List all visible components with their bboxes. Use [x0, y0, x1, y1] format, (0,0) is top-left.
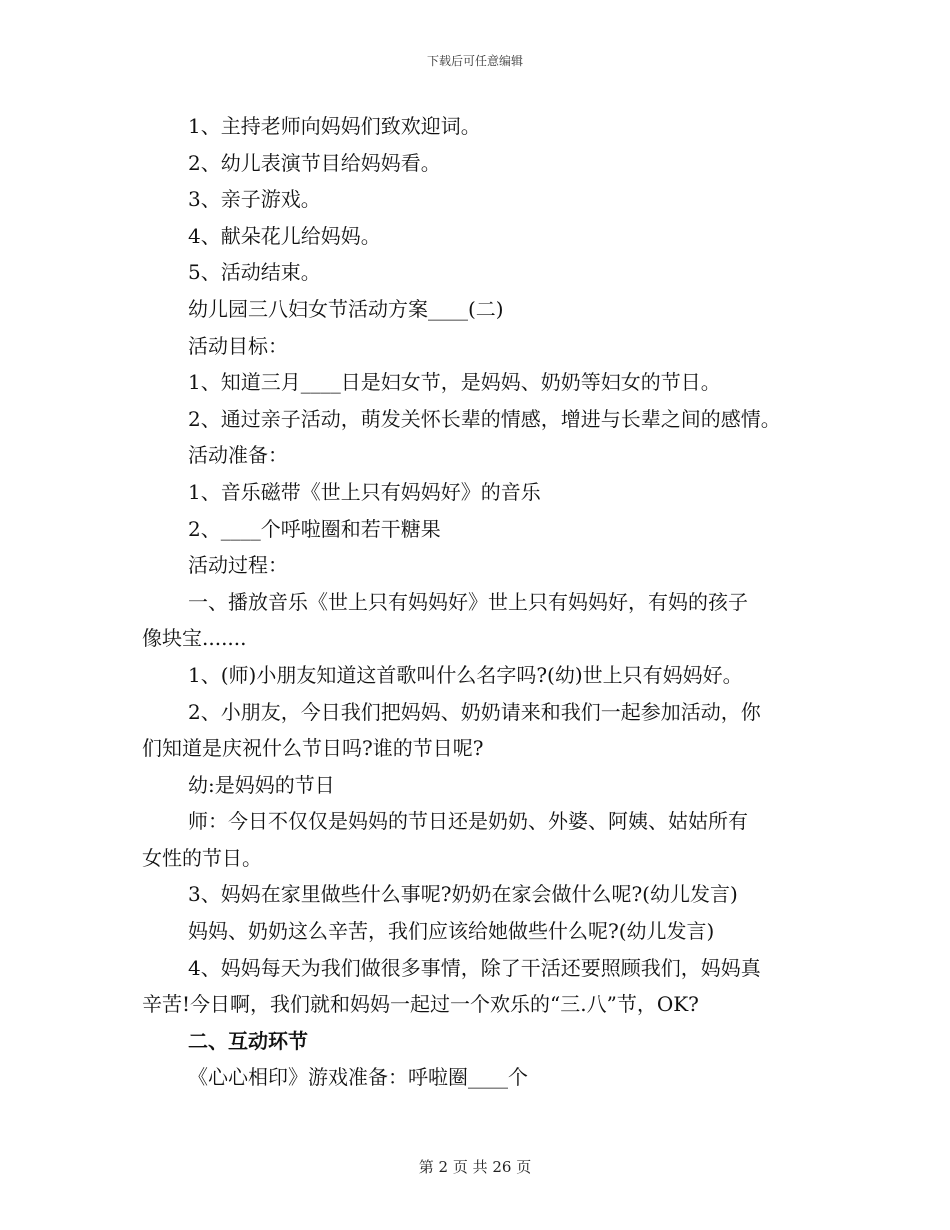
paragraph-line: 一、播放音乐《世上只有妈妈好》世上只有妈妈好，有妈的孩子 [188, 589, 748, 614]
paragraph-line: 像块宝....... [142, 626, 247, 651]
paragraph-line: 女性的节日。 [142, 845, 262, 870]
paragraph-line: 4、妈妈每天为我们做很多事情，除了干活还要照顾我们，妈妈真 [188, 955, 761, 980]
section-heading: 活动过程： [188, 553, 288, 578]
section-heading: 二、互动环节 [188, 1028, 308, 1053]
paragraph-line: 5、活动结束。 [188, 260, 321, 285]
page-footer: 第 2 页 共 26 页 [418, 1158, 532, 1176]
page-header: 下载后可任意编辑 [426, 54, 523, 68]
paragraph-line: 1、音乐磁带《世上只有妈妈好》的音乐 [188, 479, 541, 504]
paragraph-line: 妈妈、奶奶这么辛苦，我们应该给她做些什么呢?(幼儿发言) [188, 919, 715, 944]
paragraph-line: 们知道是庆祝什么节日吗?谁的节日呢? [142, 736, 484, 761]
paragraph-line: 2、通过亲子活动，萌发关怀长辈的情感，增进与长辈之间的感情。 [188, 406, 781, 431]
paragraph-line: 师：今日不仅仅是妈妈的节日还是奶奶、外婆、阿姨、姑姑所有 [188, 809, 748, 834]
section-title: 幼儿园三八妇女节活动方案____(二) [188, 296, 504, 321]
paragraph-line: 2、小朋友，今日我们把妈妈、奶奶请来和我们一起参加活动，你 [188, 699, 761, 724]
paragraph-line: 2、幼儿表演节目给妈妈看。 [188, 150, 441, 175]
paragraph-line: 3、亲子游戏。 [188, 187, 321, 212]
section-heading: 活动准备： [188, 443, 288, 468]
paragraph-line: 1、主持老师向妈妈们致欢迎词。 [188, 114, 481, 138]
paragraph-line: 2、____个呼啦圈和若干糖果 [188, 516, 441, 541]
document-body [142, 108, 822, 1096]
paragraph-line: 4、献朵花儿给妈妈。 [188, 223, 381, 248]
paragraph-line: 辛苦!今日啊，我们就和妈妈一起过一个欢乐的“三.八”节，OK? [142, 992, 699, 1017]
paragraph-line: 3、妈妈在家里做些什么事呢?奶奶在家会做什么呢?(幼儿发言) [188, 882, 738, 907]
paragraph-line: 1、知道三月____日是妇女节，是妈妈、奶奶等妇女的节日。 [188, 370, 721, 395]
paragraph-line: 幼:是妈妈的节日 [188, 772, 335, 797]
paragraph-line: 1、(师)小朋友知道这首歌叫什么名字吗?(幼)世上只有妈妈好。 [188, 662, 743, 687]
paragraph-line: 《心心相印》游戏准备：呼啦圈____个 [188, 1065, 528, 1090]
section-heading: 活动目标： [188, 333, 288, 358]
